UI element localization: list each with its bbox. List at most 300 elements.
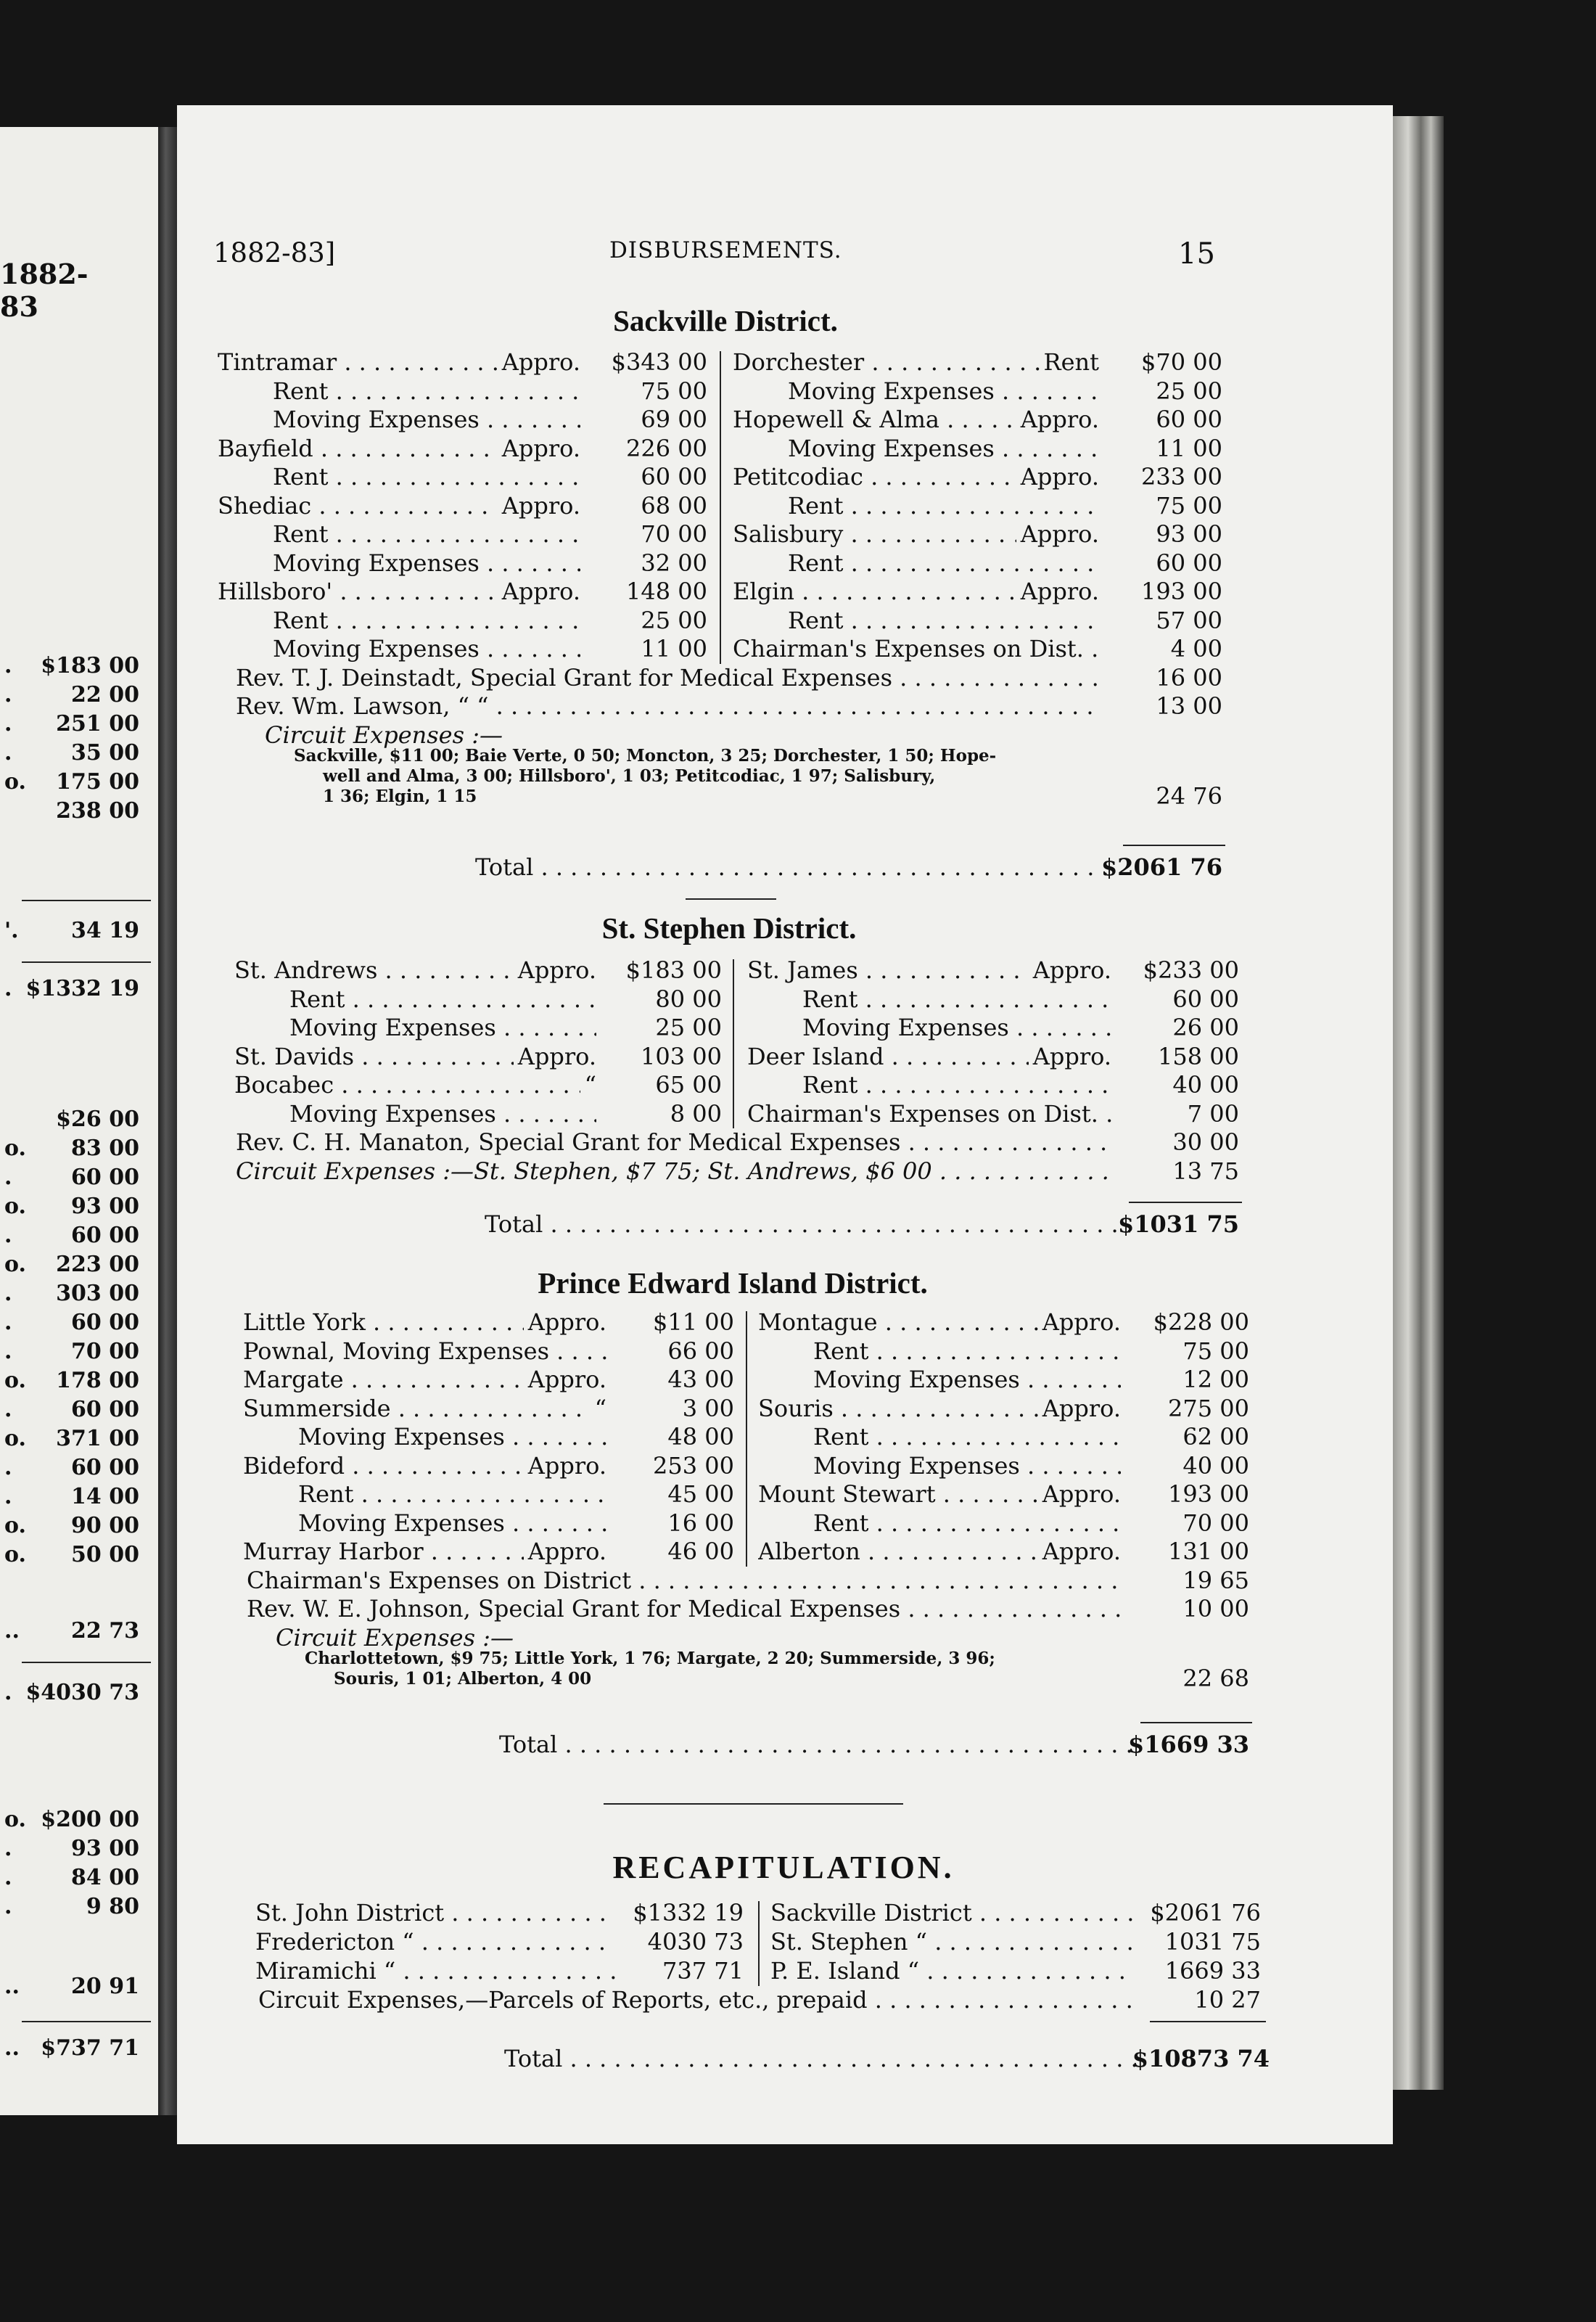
entry-label: Souris . . . xyxy=(758,1395,1121,1422)
entry-qualifier: Appro. xyxy=(1016,406,1099,433)
entry-label: Chairman's Expenses on Dist. . . . xyxy=(733,635,1099,662)
facing-page-row xyxy=(0,798,145,827)
entry-row xyxy=(177,1308,1393,1337)
facing-page-leader: o. xyxy=(4,769,26,795)
facing-page-running-head: 1882-83 xyxy=(0,258,89,323)
entry-qualifier: Appro. xyxy=(524,1366,606,1393)
entry-label: Moving Expenses . . . xyxy=(802,1014,1111,1041)
facing-page-row xyxy=(0,1397,145,1426)
entry-row xyxy=(177,985,1393,1014)
facing-page-amount: 93 00 xyxy=(71,1836,139,1861)
facing-page-amount: 251 00 xyxy=(56,711,139,737)
facing-page-rule xyxy=(22,2021,151,2022)
entry-row xyxy=(177,1100,1393,1129)
entry-label: Pownal, Moving Expenses . . . xyxy=(243,1337,606,1365)
facing-page-amount: 60 00 xyxy=(71,1455,139,1480)
entry-qualifier: Appro. xyxy=(524,1308,606,1336)
entry-row xyxy=(177,1157,1393,1186)
entry-qualifier: Appro. xyxy=(514,1043,596,1070)
entry-label: Rent . . . xyxy=(298,1480,606,1508)
facing-page-amount: 93 00 xyxy=(71,1194,139,1219)
entry-label: Moving Expenses . . . xyxy=(813,1452,1121,1480)
facing-page-leader: . xyxy=(4,711,12,737)
facing-page-row xyxy=(0,1165,145,1194)
entry-amount: 4 00 xyxy=(1170,635,1222,662)
entry-row xyxy=(177,1395,1393,1424)
facing-page-amount: 238 00 xyxy=(56,798,139,824)
circuit-expenses-line: Sackville, $11 00; Baie Verte, 0 50; Moncton, 3 25; Dorchester, 1 50; Hope- xyxy=(294,745,997,766)
facing-page-amount: 90 00 xyxy=(71,1513,139,1538)
entry-qualifier: Appro. xyxy=(514,956,596,984)
facing-page-row xyxy=(0,1223,145,1252)
entry-row xyxy=(177,664,1393,693)
facing-page-leader: . xyxy=(4,976,12,1001)
entry-label: Miramichi “ . . . xyxy=(255,1957,615,1985)
entry-label: Petitcodiac . . . xyxy=(733,463,1099,491)
rule xyxy=(1129,1202,1242,1203)
running-head-year: 1882-83] xyxy=(213,237,336,268)
entry-qualifier: Appro. xyxy=(498,348,580,376)
entry-label: Moving Expenses . . . xyxy=(788,377,1099,405)
rule xyxy=(686,898,776,900)
entry-amount: 11 00 xyxy=(641,635,707,662)
entry-row xyxy=(177,435,1393,464)
entry-label: Fredericton “ . . . xyxy=(255,1928,615,1956)
circuit-expenses-amount: 22 68 xyxy=(1182,1664,1249,1692)
entry-amount: 25 00 xyxy=(655,1014,722,1041)
entry-amount: 10 27 xyxy=(1194,1986,1261,2014)
entry-label: Rent . . . xyxy=(802,985,1111,1013)
entry-amount: $1332 19 xyxy=(633,1899,744,1927)
entry-amount: 70 00 xyxy=(1182,1509,1249,1537)
facing-page-row xyxy=(0,1426,145,1455)
entry-amount: 57 00 xyxy=(1156,606,1222,634)
entry-qualifier: “ xyxy=(580,1071,596,1099)
facing-page-leader: . xyxy=(4,653,12,678)
facing-page-rule xyxy=(22,1662,151,1663)
total-row xyxy=(177,1210,1393,1239)
entry-amount: 103 00 xyxy=(641,1042,722,1070)
facing-page-row xyxy=(0,740,145,769)
facing-page-amount: 83 00 xyxy=(71,1136,139,1161)
facing-page-row xyxy=(0,682,145,711)
entry-qualifier: Appro. xyxy=(1016,578,1099,605)
entry-amount: 193 00 xyxy=(1141,578,1222,605)
facing-page-row xyxy=(0,711,145,740)
entry-amount: 158 00 xyxy=(1158,1042,1239,1070)
facing-page-leader: '. xyxy=(4,918,19,943)
entry-label: P. E. Island “ . . . xyxy=(770,1957,1134,1985)
facing-page-row xyxy=(0,769,145,798)
facing-page-amount: 60 00 xyxy=(71,1310,139,1335)
facing-page-amount: 60 00 xyxy=(71,1397,139,1422)
entry-label: Moving Expenses . . . xyxy=(273,635,580,662)
entry-label: Rent . . . xyxy=(273,520,580,548)
entry-row xyxy=(177,692,1393,721)
facing-page-leader: . xyxy=(4,1865,12,1890)
facing-page-leader: o. xyxy=(4,1252,26,1277)
circuit-expenses-amount: 24 76 xyxy=(1156,781,1222,810)
entry-row xyxy=(177,1071,1393,1100)
entry-amount: 25 00 xyxy=(1156,377,1222,405)
total-amount: $2061 76 xyxy=(1101,853,1222,881)
entry-qualifier: Appro. xyxy=(1038,1395,1121,1422)
facing-page-leader: o. xyxy=(4,1136,26,1161)
entry-amount: 66 00 xyxy=(667,1337,734,1365)
entry-row xyxy=(177,1595,1393,1624)
facing-page-leader: . xyxy=(4,1310,12,1335)
entry-amount: 26 00 xyxy=(1172,1014,1239,1041)
total-row xyxy=(177,853,1393,882)
facing-page-row xyxy=(0,1865,145,1894)
entry-label: Moving Expenses . . . xyxy=(289,1014,596,1041)
entry-row xyxy=(177,348,1393,377)
facing-page-amount: $183 00 xyxy=(41,653,139,678)
entry-row xyxy=(177,956,1393,985)
circuit-expenses-line: Souris, 1 01; Alberton, 4 00 xyxy=(334,1668,592,1689)
facing-page-leader: . xyxy=(4,1165,12,1190)
entry-amount: 75 00 xyxy=(1182,1337,1249,1365)
facing-page-leader: . xyxy=(4,1836,12,1861)
entry-row xyxy=(177,1986,1393,2015)
facing-page-amount: 84 00 xyxy=(71,1865,139,1890)
facing-page-row xyxy=(0,1618,145,1647)
entry-label: Bideford . . . xyxy=(243,1452,606,1480)
entry-label: Rent . . . xyxy=(813,1509,1121,1537)
facing-page-row xyxy=(0,1455,145,1484)
entry-amount: 148 00 xyxy=(626,578,707,605)
entry-label: Moving Expenses . . . xyxy=(289,1100,596,1128)
entry-amount: 40 00 xyxy=(1172,1071,1239,1099)
page xyxy=(177,105,1393,2144)
book-gutter xyxy=(158,127,177,2115)
entry-row xyxy=(177,1423,1393,1452)
facing-page-row xyxy=(0,1107,145,1136)
facing-page-amount: $737 71 xyxy=(41,2035,139,2061)
entry-amount: 60 00 xyxy=(1156,549,1222,577)
entry-amount: 13 00 xyxy=(1156,692,1222,720)
total-amount: $10873 74 xyxy=(1132,2045,1270,2072)
facing-page-leader: o. xyxy=(4,1368,26,1393)
entry-label: Rent . . . xyxy=(788,607,1099,634)
page-title: DISBURSEMENTS. xyxy=(609,237,842,263)
entry-amount: $228 00 xyxy=(1153,1308,1249,1336)
entry-row xyxy=(177,1366,1393,1395)
entry-amount: 131 00 xyxy=(1168,1538,1249,1565)
entry-label: Shediac . . . xyxy=(218,492,580,520)
facing-page-amount: 20 91 xyxy=(71,1974,139,1999)
entry-amount: 70 00 xyxy=(641,520,707,548)
recapitulation-title: RECAPITULATION. xyxy=(612,1850,955,1885)
facing-page-row xyxy=(0,918,145,947)
facing-page-leader: . xyxy=(4,1223,12,1248)
total-row xyxy=(177,1731,1393,1760)
facing-page-row xyxy=(0,1894,145,1923)
circuit-expenses-label: Circuit Expenses :— xyxy=(265,721,503,749)
entry-amount: 60 00 xyxy=(1172,985,1239,1013)
entry-qualifier: Rent xyxy=(1040,348,1100,376)
entry-row xyxy=(177,1452,1393,1481)
entry-label: Dorchester . . . xyxy=(733,348,1099,376)
entry-amount: 10 00 xyxy=(1182,1595,1249,1622)
entry-label: Deer Island . . . xyxy=(747,1043,1111,1070)
facing-page-row xyxy=(0,1310,145,1339)
entry-label: Bayfield . . . xyxy=(218,435,580,462)
entry-label: Rent . . . xyxy=(788,549,1099,577)
entry-row xyxy=(177,1509,1393,1538)
facing-page-amount: 175 00 xyxy=(56,769,139,795)
facing-page-amount: 50 00 xyxy=(71,1542,139,1567)
entry-label: Alberton . . . xyxy=(758,1538,1121,1565)
entry-amount: 75 00 xyxy=(641,377,707,405)
entry-amount: 46 00 xyxy=(667,1538,734,1565)
entry-amount: $343 00 xyxy=(611,348,707,376)
entry-amount: 8 00 xyxy=(670,1099,722,1128)
entry-amount: 226 00 xyxy=(626,434,707,462)
circuit-expenses-line: well and Alma, 3 00; Hillsboro', 1 03; Petitcodiac, 1 97; Salisbury, xyxy=(323,766,936,786)
facing-page-leader: o. xyxy=(4,1513,26,1538)
entry-amount: 40 00 xyxy=(1182,1451,1249,1480)
facing-page-amount: $200 00 xyxy=(41,1807,139,1832)
entry-amount: 30 00 xyxy=(1172,1128,1239,1156)
entry-amount: 11 00 xyxy=(1156,434,1222,462)
entry-label: Bocabec . . . xyxy=(234,1071,596,1099)
entry-qualifier: Appro. xyxy=(1016,463,1099,491)
circuit-expenses-line: Charlottetown, $9 75; Little York, 1 76; Margate, 2 20; Summerside, 3 96; xyxy=(305,1648,995,1668)
entry-row xyxy=(177,549,1393,578)
entry-amount: $183 00 xyxy=(625,956,722,984)
facing-page-leader: . xyxy=(4,1680,12,1705)
entry-qualifier: Appro. xyxy=(498,435,580,462)
entry-row xyxy=(177,1538,1393,1567)
facing-page-row xyxy=(0,1807,145,1836)
entry-amount: 93 00 xyxy=(1156,520,1222,548)
entry-amount: 48 00 xyxy=(667,1423,734,1451)
total-label: Total . . . xyxy=(485,1210,1130,1238)
entry-amount: 253 00 xyxy=(653,1451,734,1480)
entry-label: Moving Expenses . . . xyxy=(273,406,580,433)
page-number: 15 xyxy=(1178,237,1215,271)
facing-page-leader: . xyxy=(4,1339,12,1364)
entry-row xyxy=(177,406,1393,435)
entry-row xyxy=(177,1928,1393,1957)
facing-page-leader: o. xyxy=(4,1194,26,1219)
column-divider xyxy=(720,351,721,664)
entry-label: Circuit Expenses,—Parcels of Reports, etc., prepaid . . . xyxy=(258,1986,1134,2014)
entry-label: Moving Expenses . . . xyxy=(298,1509,606,1537)
facing-page xyxy=(0,127,158,2115)
entry-amount: 19 65 xyxy=(1182,1566,1249,1594)
entry-label: Rent . . . xyxy=(273,463,580,491)
entry-row xyxy=(177,492,1393,521)
entry-amount: 1669 33 xyxy=(1164,1957,1261,1985)
entry-label: Moving Expenses . . . xyxy=(813,1366,1121,1393)
rule xyxy=(604,1803,903,1805)
entry-label: Margate . . . xyxy=(243,1366,606,1393)
entry-amount: 69 00 xyxy=(641,406,707,433)
entry-qualifier: Appro. xyxy=(524,1538,606,1565)
total-label: Total . . . xyxy=(504,2045,1138,2072)
facing-page-leader: . xyxy=(4,1397,12,1422)
entry-amount: 60 00 xyxy=(641,463,707,491)
entry-label: Circuit Expenses :—St. Stephen, $7 75; St. Andrews, $6 00 . . . xyxy=(236,1157,1111,1185)
circuit-expenses-label: Circuit Expenses :— xyxy=(276,1623,514,1652)
column-divider xyxy=(746,1311,747,1567)
entry-label: St. John District . . . xyxy=(255,1899,615,1927)
entry-row xyxy=(177,578,1393,607)
entry-label: St. Andrews . . . xyxy=(234,956,596,984)
facing-page-leader: .. xyxy=(4,1618,20,1644)
entry-label: Moving Expenses . . . xyxy=(298,1423,606,1451)
entry-label: Rent . . . xyxy=(788,492,1099,520)
facing-page-amount: 22 73 xyxy=(71,1618,139,1644)
entry-label: Rent . . . xyxy=(273,607,580,634)
facing-page-amount: $4030 73 xyxy=(25,1680,139,1705)
entry-label: Rent . . . xyxy=(802,1071,1111,1099)
entry-label: Hillsboro' . . . xyxy=(218,578,580,605)
entry-amount: 275 00 xyxy=(1168,1394,1249,1422)
district-heading-sackville: Sackville District. xyxy=(613,304,838,337)
entry-row xyxy=(177,1899,1393,1928)
facing-page-row xyxy=(0,1513,145,1542)
entry-label: Little York . . . xyxy=(243,1308,606,1336)
entry-label: Salisbury . . . xyxy=(733,520,1099,548)
entry-label: Moving Expenses . . . xyxy=(788,435,1099,462)
rule xyxy=(1123,845,1225,846)
facing-page-row xyxy=(0,1281,145,1310)
facing-page-amount: 60 00 xyxy=(71,1223,139,1248)
entry-amount: 193 00 xyxy=(1168,1480,1249,1508)
facing-page-rule xyxy=(22,900,151,901)
facing-page-amount: 9 80 xyxy=(86,1894,139,1919)
entry-qualifier: Appro. xyxy=(1029,1043,1111,1070)
entry-row xyxy=(177,1043,1393,1072)
facing-page-amount: 303 00 xyxy=(56,1281,139,1306)
entry-label: St. Stephen “ . . . xyxy=(770,1928,1134,1956)
entry-label: Summerside . . . xyxy=(243,1395,606,1422)
entry-amount: 233 00 xyxy=(1141,463,1222,491)
column-divider xyxy=(733,959,734,1128)
entry-row xyxy=(177,377,1393,406)
entry-row xyxy=(177,1337,1393,1366)
entry-label: Hopewell & Alma . . . xyxy=(733,406,1099,433)
facing-page-row xyxy=(0,1974,145,2003)
entry-label: Rent . . . xyxy=(813,1337,1121,1365)
entry-amount: 68 00 xyxy=(641,491,707,520)
facing-page-amount: 22 00 xyxy=(71,682,139,707)
entry-amount: 13 75 xyxy=(1172,1157,1239,1185)
entry-amount: 65 00 xyxy=(655,1071,722,1099)
entry-amount: $233 00 xyxy=(1143,956,1239,984)
facing-page-amount: 178 00 xyxy=(56,1368,139,1393)
total-label: Total . . . xyxy=(499,1731,1140,1758)
entry-row xyxy=(177,1480,1393,1509)
rule xyxy=(1140,1722,1252,1723)
entry-label: Rent . . . xyxy=(813,1423,1121,1451)
facing-page-amount: 371 00 xyxy=(56,1426,139,1451)
entry-qualifier: “ xyxy=(591,1395,606,1422)
facing-page-leader: . xyxy=(4,682,12,707)
entry-row xyxy=(177,1567,1393,1596)
facing-page-row xyxy=(0,1542,145,1571)
entry-row xyxy=(177,1957,1393,1986)
entry-label: St. Davids . . . xyxy=(234,1043,596,1070)
district-heading-st-stephen: St. Stephen District. xyxy=(601,911,857,945)
entry-amount: 60 00 xyxy=(1156,406,1222,433)
facing-page-leader: . xyxy=(4,1455,12,1480)
facing-page-leader: .. xyxy=(4,1974,20,1999)
entry-label: Rev. W. E. Johnson, Special Grant for Medical Expenses . . . xyxy=(247,1595,1121,1622)
facing-page-leader: . xyxy=(4,1894,12,1919)
entry-amount: 3 00 xyxy=(682,1394,734,1422)
rule xyxy=(1150,2021,1266,2022)
entry-label: Murray Harbor . . . xyxy=(243,1538,606,1565)
facing-page-row xyxy=(0,1368,145,1397)
entry-label: Montague . . . xyxy=(758,1308,1121,1336)
entry-label: Rev. C. H. Manaton, Special Grant for Medical Expenses . . . xyxy=(236,1128,1111,1156)
entry-amount: 4030 73 xyxy=(647,1928,744,1956)
entry-amount: $2061 76 xyxy=(1150,1899,1261,1927)
entry-amount: $70 00 xyxy=(1141,348,1222,376)
total-label: Total . . . xyxy=(475,853,1114,881)
entry-label: Tintramar . . . xyxy=(218,348,580,376)
facing-page-row xyxy=(0,2035,145,2064)
facing-page-row xyxy=(0,1339,145,1368)
entry-label: Sackville District . . . xyxy=(770,1899,1134,1927)
entry-label: Rent . . . xyxy=(289,985,596,1013)
facing-page-row xyxy=(0,1484,145,1513)
entry-amount: 45 00 xyxy=(667,1480,734,1508)
entry-label: Moving Expenses . . . xyxy=(273,549,580,577)
entry-qualifier: Appro. xyxy=(1029,956,1111,984)
entry-amount: 43 00 xyxy=(667,1366,734,1393)
facing-page-amount: 223 00 xyxy=(56,1252,139,1277)
column-divider xyxy=(758,1901,760,1986)
facing-page-amount: 34 19 xyxy=(71,918,139,943)
entry-label: Elgin . . . xyxy=(733,578,1099,605)
entry-amount: 62 00 xyxy=(1182,1423,1249,1451)
entry-amount: 32 00 xyxy=(641,549,707,577)
entry-amount: 16 00 xyxy=(1156,663,1222,692)
total-amount: $1031 75 xyxy=(1118,1210,1239,1238)
entry-qualifier: Appro. xyxy=(1038,1480,1121,1508)
entry-row xyxy=(177,463,1393,492)
facing-page-row xyxy=(0,1136,145,1165)
entry-amount: 12 00 xyxy=(1182,1366,1249,1393)
entry-label: Rev. T. J. Deinstadt, Special Grant for Medical Expenses . . . xyxy=(236,664,1099,692)
entry-qualifier: Appro. xyxy=(1016,520,1099,548)
total-amount: $1669 33 xyxy=(1128,1731,1249,1758)
entry-label: St. James . . . xyxy=(747,956,1111,984)
entry-row xyxy=(177,520,1393,549)
facing-page-leader: o. xyxy=(4,1542,26,1567)
facing-page-leader: .. xyxy=(4,2035,20,2061)
entry-qualifier: Appro. xyxy=(1038,1308,1121,1336)
facing-page-row xyxy=(0,1836,145,1865)
facing-page-amount: 35 00 xyxy=(71,740,139,766)
facing-page-amount: 14 00 xyxy=(71,1484,139,1509)
entry-label: Rent . . . xyxy=(273,377,580,405)
facing-page-leader: o. xyxy=(4,1426,26,1451)
entry-row xyxy=(177,1014,1393,1043)
entry-qualifier: Appro. xyxy=(1038,1538,1121,1565)
entry-label: Chairman's Expenses on Dist. . . . xyxy=(747,1100,1111,1128)
entry-label: Mount Stewart . . . xyxy=(758,1480,1121,1508)
entry-amount: 7 00 xyxy=(1187,1099,1239,1128)
entry-row xyxy=(177,1128,1393,1157)
facing-page-rule xyxy=(22,961,151,963)
facing-page-leader: . xyxy=(4,1281,12,1306)
